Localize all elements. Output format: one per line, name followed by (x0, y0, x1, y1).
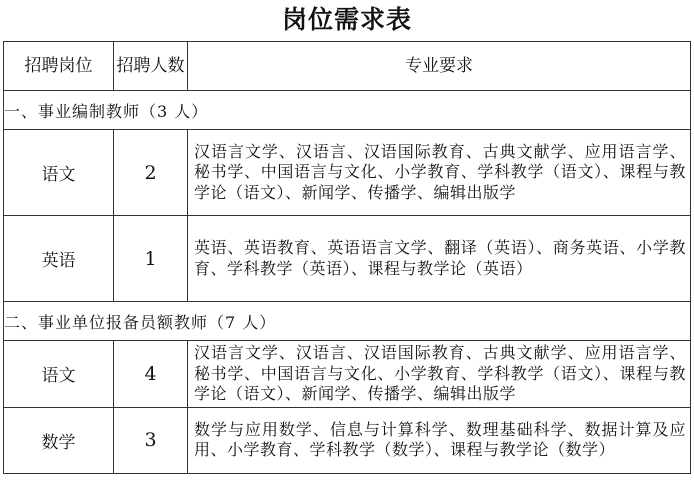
position-cell: 语文 (4, 341, 114, 408)
table-row (4, 216, 691, 302)
count-cell: 1 (114, 216, 188, 302)
section-label: 一、事业编制教师（3 人） (4, 91, 691, 130)
requirement-cell: 英语、英语教育、英语语言文学、翻译（英语）、商务英语、小学教育、学科教学（英语）、课程与教学论（英语） (188, 216, 691, 302)
column-header-count: 招聘人数 (114, 42, 188, 91)
position-cell: 数学 (4, 407, 114, 473)
requirement-cell: 数学与应用数学、信息与计算科学、数理基础科学、数据计算及应用、小学教育、学科教学（数学）、课程与教学论（数学） (188, 407, 691, 473)
section-row (4, 302, 691, 341)
requirement-cell: 汉语言文学、汉语言、汉语国际教育、古典文献学、应用语言学、秘书学、中国语言与文化、小学教育、学科教学（语文）、课程与教学论（语文）、新闻学、传播学、编辑出版学 (188, 130, 691, 216)
position-cell: 英语 (4, 216, 114, 302)
count-cell: 3 (114, 407, 188, 473)
count-cell: 4 (114, 341, 188, 408)
column-header-requirement: 专业要求 (188, 42, 691, 91)
table-header-row (4, 42, 691, 91)
table-row (4, 341, 691, 408)
column-header-position: 招聘岗位 (4, 42, 114, 91)
table-row (4, 407, 691, 473)
position-cell: 语文 (4, 130, 114, 216)
section-row (4, 91, 691, 130)
requirements-table (3, 41, 691, 474)
requirement-cell: 汉语言文学、汉语言、汉语国际教育、古典文献学、应用语言学、秘书学、中国语言与文化、小学教育、学科教学（语文）、课程与教学论（语文）、新闻学、传播学、编辑出版学 (188, 341, 691, 408)
section-label: 二、事业单位报备员额教师（7 人） (4, 302, 691, 341)
page-title: 岗位需求表 (281, 5, 412, 34)
count-cell: 2 (114, 130, 188, 216)
table-row (4, 130, 691, 216)
